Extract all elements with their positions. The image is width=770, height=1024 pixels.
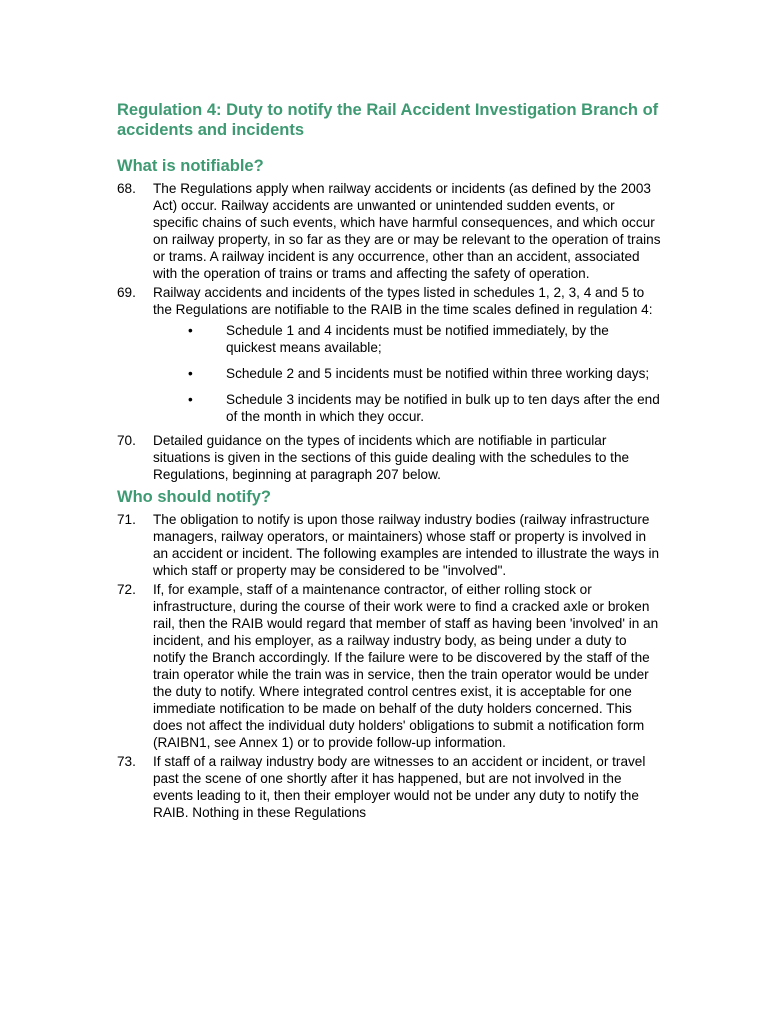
paragraph-text: Railway accidents and incidents of the types listed in schedules 1, 2, 3, 4 and 5 to the Regulations are notifiable to the RAIB in the time scales defined in regulation 4: <box>153 285 653 317</box>
bullet-dot-icon: • <box>188 392 193 407</box>
paragraph-number: 72. <box>117 582 136 597</box>
paragraph-text: The obligation to notify is upon those railway industry bodies (railway infrastructure managers, railway operators, or maintainers) whose staff or property is involved in an accident or incident. The following examples are intended to illustrate the ways in which staff or property may be considered to be "involved". <box>153 512 660 578</box>
bullet-item <box>153 322 662 356</box>
paragraph-70 <box>117 432 662 483</box>
regulation-title: Regulation 4: Duty to notify the Rail Accident Investigation Branch of accidents and incidents <box>117 101 659 139</box>
bullet-item <box>153 365 662 382</box>
paragraph-number: 69. <box>117 285 136 300</box>
paragraph-number: 73. <box>117 754 136 769</box>
paragraph-72 <box>117 581 662 751</box>
document-page <box>117 100 662 823</box>
bullet-dot-icon: • <box>188 323 193 338</box>
bullet-dot-icon: • <box>188 366 193 381</box>
paragraph-number: 70. <box>117 433 136 448</box>
paragraph-text: If, for example, staff of a maintenance contractor, of either rolling stock or infrastructure, during the course of their work were to find a cracked axle or broken rail, then the RAIB would regard that member of staff as having been 'involved' in an incident, and his employer, as a railway industry body, as being under a duty to notify the Branch accordingly. If the failure were to be discovered by the staff of the train operator while the train was in service, then the train operator would be under the duty to notify. Where integrated control centres exist, it is acceptable for one immediate notification to be made on behalf of the duty holders concerned. This does not affect the individual duty holders' obligations to submit a notification form (RAIBN1, see Annex 1) or to provide follow-up information. <box>153 582 659 750</box>
bullet-text: Schedule 3 incidents may be notified in bulk up to ten days after the end of the month in which they occur. <box>226 392 660 424</box>
schedule-bullet-list <box>153 322 662 425</box>
paragraph-73 <box>117 753 662 821</box>
paragraph-68 <box>117 180 662 282</box>
section-heading-who-should-notify: Who should notify? <box>117 488 271 506</box>
paragraph-71 <box>117 511 662 579</box>
bullet-text: Schedule 1 and 4 incidents must be notified immediately, by the quickest means available; <box>226 323 609 355</box>
bullet-text: Schedule 2 and 5 incidents must be notified within three working days; <box>226 366 650 381</box>
paragraph-text: If staff of a railway industry body are witnesses to an accident or incident, or travel past the scene of one shortly after it has happened, but are not involved in the events leading to it, then their employer would not be under any duty to notify the RAIB. Nothing in these Regulations <box>153 754 646 820</box>
paragraph-number: 71. <box>117 512 136 527</box>
paragraph-number: 68. <box>117 181 136 196</box>
paragraph-text: Detailed guidance on the types of incidents which are notifiable in particular situations is given in the sections of this guide dealing with the schedules to the Regulations, beginning at paragraph 207 below. <box>153 433 630 482</box>
paragraph-69 <box>117 284 662 318</box>
paragraph-text: The Regulations apply when railway accidents or incidents (as defined by the 2003 Act) occur. Railway accidents are unwanted or unintended sudden events, or specific chains of such events, which have harmful consequences, and which occur on railway property, in so far as they are or may be relevant to the operation of trains or trams. A railway incident is any occurrence, other than an accident, associated with the operation of trains or trams and affecting the safety of operation. <box>153 181 661 281</box>
section-heading-what-is-notifiable: What is notifiable? <box>117 157 264 175</box>
bullet-item <box>153 391 662 425</box>
